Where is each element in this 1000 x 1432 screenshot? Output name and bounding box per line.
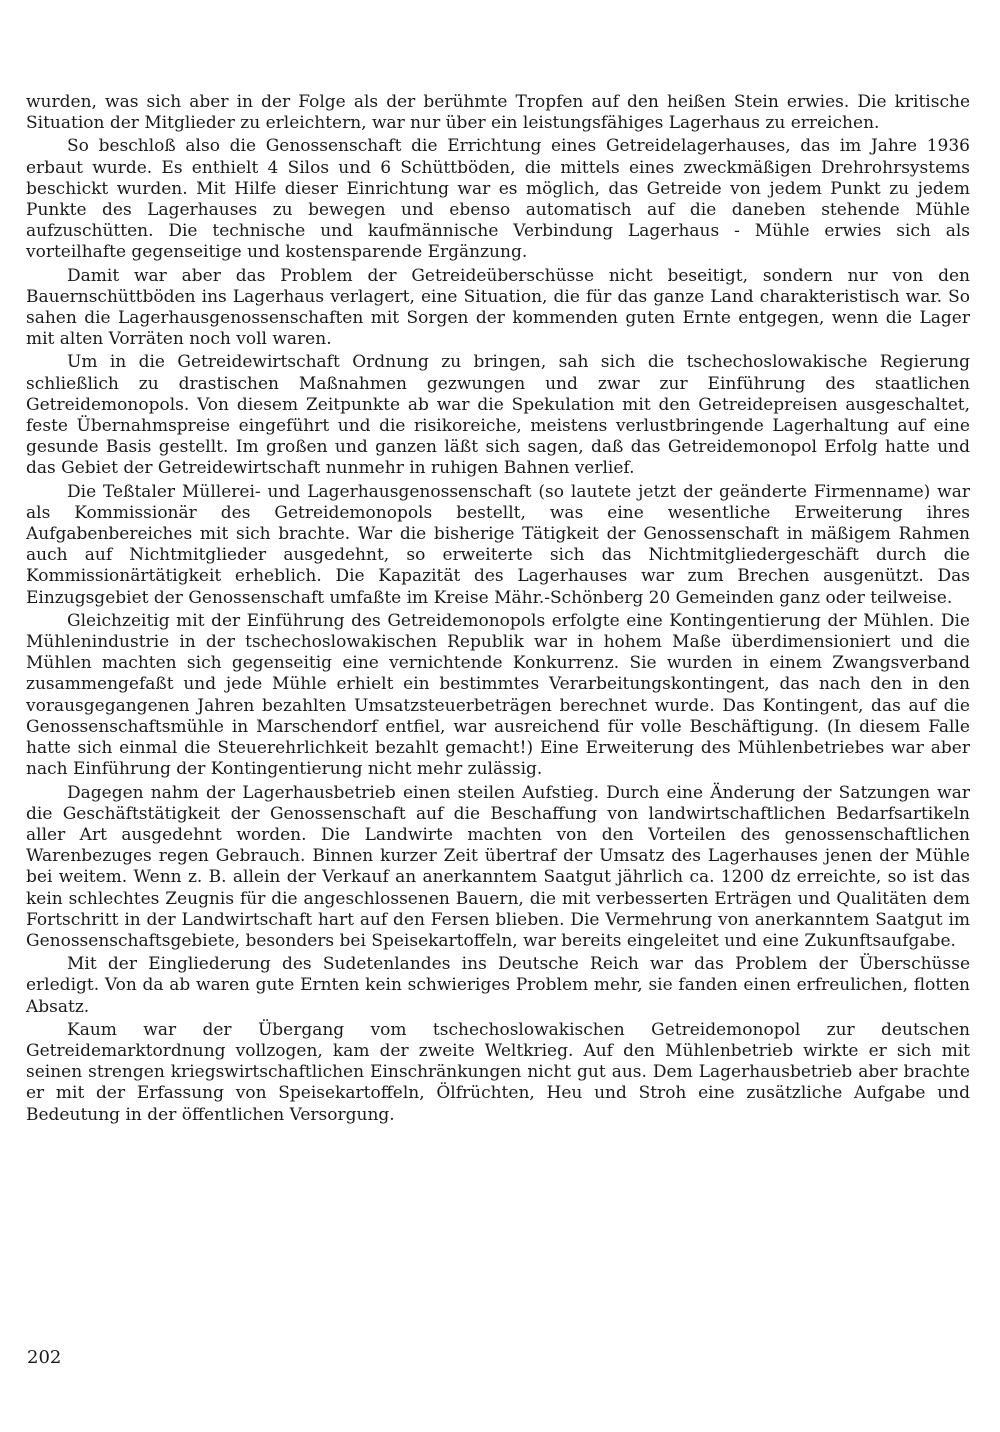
- paragraph: Die Teßtaler Müllerei- und Lagerhausgenossenschaft (so lautete jetzt der geänderte Firmenname) war als Kommissionär des Getreidemonopols bestellt, was eine wesentliche Erweiterung ihres Aufgabenbereiches mit sich brachte. War die bisherige Tätigkeit der Genossenschaft in mäßigem Rahmen auch auf Nichtmitglieder ausgedehnt, so erweiterte sich das Nichtmitgliedergeschäft durch die Kommissionärtätigkeit erheblich. Die Kapazität des Lagerhauses war zum Brechen ausgenützt. Das Einzugsgebiet der Genossenschaft umfaßte im Kreise Mähr.-Schönberg 20 Gemeinden ganz oder teilweise.: [26, 481, 970, 608]
- paragraph: Kaum war der Übergang vom tschechoslowakischen Getreidemonopol zur deutschen Getreidemarktordnung vollzogen, kam der zweite Weltkrieg. Auf den Mühlenbetrieb wirkte er sich mit seinen strengen kriegswirtschaftlichen Einschränkungen nicht gut aus. Dem Lagerhausbetrieb aber brachte er mit der Erfassung von Speisekartoffeln, Ölfrüchten, Heu und Stroh eine zusätzliche Aufgabe und Bedeutung in der öffentlichen Versorgung.: [26, 1019, 970, 1125]
- page-number: 202: [27, 1347, 62, 1368]
- paragraph: Damit war aber das Problem der Getreideüberschüsse nicht beseitigt, sondern nur von den Bauernschüttböden ins Lagerhaus verlagert, eine Situation, die für das ganze Land charakteristisch war. So sahen die Lagerhausgenossenschaften mit Sorgen der kommenden guten Ernte entgegen, wenn die Lager mit alten Vorräten noch voll waren.: [26, 265, 970, 350]
- paragraph: Um in die Getreidewirtschaft Ordnung zu bringen, sah sich die tschechoslowakische Regierung schließlich zu drastischen Maßnahmen gezwungen und zwar zur Einführung des staatlichen Getreidemonopols. Von diesem Zeitpunkte ab war die Spekulation mit den Getreidepreisen ausgeschaltet, feste Übernahmspreise eingeführt und die risikoreiche, meistens verlustbringende Lagerhaltung auf eine gesunde Basis gestellt. Im großen und ganzen läßt sich sagen, daß das Getreidemonopol Erfolg hatte und das Gebiet der Getreidewirtschaft nunmehr in ruhigen Bahnen verlief.: [26, 352, 970, 479]
- paragraph: Gleichzeitig mit der Einführung des Getreidemonopols erfolgte eine Kontingentierung der Mühlen. Die Mühlenindustrie in der tschechoslowakischen Republik war in hohem Maße überdimensioniert und die Mühlen machten sich gegenseitig eine vernichtende Konkurrenz. Sie wurden in einem Zwangsverband zusammengefaßt und jede Mühle erhielt ein bestimmtes Verarbeitungskontingent, das nach den in den vorausgegangenen Jahren bezahlten Umsatzsteuerbeträgen berechnet wurde. Das Kontingent, das auf die Genossenschaftsmühle in Marschendorf entfiel, war ausreichend für volle Beschäftigung. (In diesem Falle hatte sich einmal die Steuerehrlichkeit bezahlt gemacht!) Eine Erweiterung des Mühlenbetriebes war aber nach Einführung der Kontingentierung nicht mehr zulässig.: [26, 610, 970, 780]
- page-body: [26, 92, 970, 1128]
- paragraph: Mit der Eingliederung des Sudetenlandes ins Deutsche Reich war das Problem der Überschüsse erledigt. Von da ab waren gute Ernten kein schwieriges Problem mehr, sie fanden einen erfreulichen, flotten Absatz.: [26, 954, 970, 1017]
- paragraph: wurden, was sich aber in der Folge als der berühmte Tropfen auf den heißen Stein erwies. Die kritische Situation der Mitglieder zu erleichtern, war nur über ein leistungsfähiges Lagerhaus zu erreichen.: [26, 92, 970, 134]
- paragraph: So beschloß also die Genossenschaft die Errichtung eines Getreidelagerhauses, das im Jahre 1936 erbaut wurde. Es enthielt 4 Silos und 6 Schüttböden, die mittels eines zweckmäßigen Drehrohrsystems beschickt wurden. Mit Hilfe dieser Einrichtung war es möglich, das Getreide von jedem Punkt zu jedem Punkte des Lagerhauses zu bewegen und ebenso automatisch auf die daneben stehende Mühle aufzuschütten. Die technische und kaufmännische Verbindung Lagerhaus - Mühle erwies sich als vorteilhafte gegenseitige und kostensparende Ergänzung.: [26, 136, 970, 263]
- paragraph: Dagegen nahm der Lagerhausbetrieb einen steilen Aufstieg. Durch eine Änderung der Satzungen war die Geschäftstätigkeit der Genossenschaft auf die Beschaffung von landwirtschaftlichen Bedarfsartikeln aller Art ausgedehnt worden. Die Landwirte machten von den Vorteilen des genossenschaftlichen Warenbezuges regen Gebrauch. Binnen kurzer Zeit übertraf der Umsatz des Lagerhauses jenen der Mühle bei weitem. Wenn z. B. allein der Verkauf an anerkanntem Saatgut jährlich ca. 1200 dz erreichte, so ist das kein schlechtes Zeugnis für die angeschlossenen Bauern, die mit verbesserten Erträgen und Qualitäten dem Fortschritt in der Landwirtschaft hart auf den Fersen blieben. Die Vermehrung von anerkanntem Saatgut im Genossenschaftsgebiete, besonders bei Speisekartoffeln, war bereits eingeleitet und eine Zukunftsaufgabe.: [26, 782, 970, 951]
